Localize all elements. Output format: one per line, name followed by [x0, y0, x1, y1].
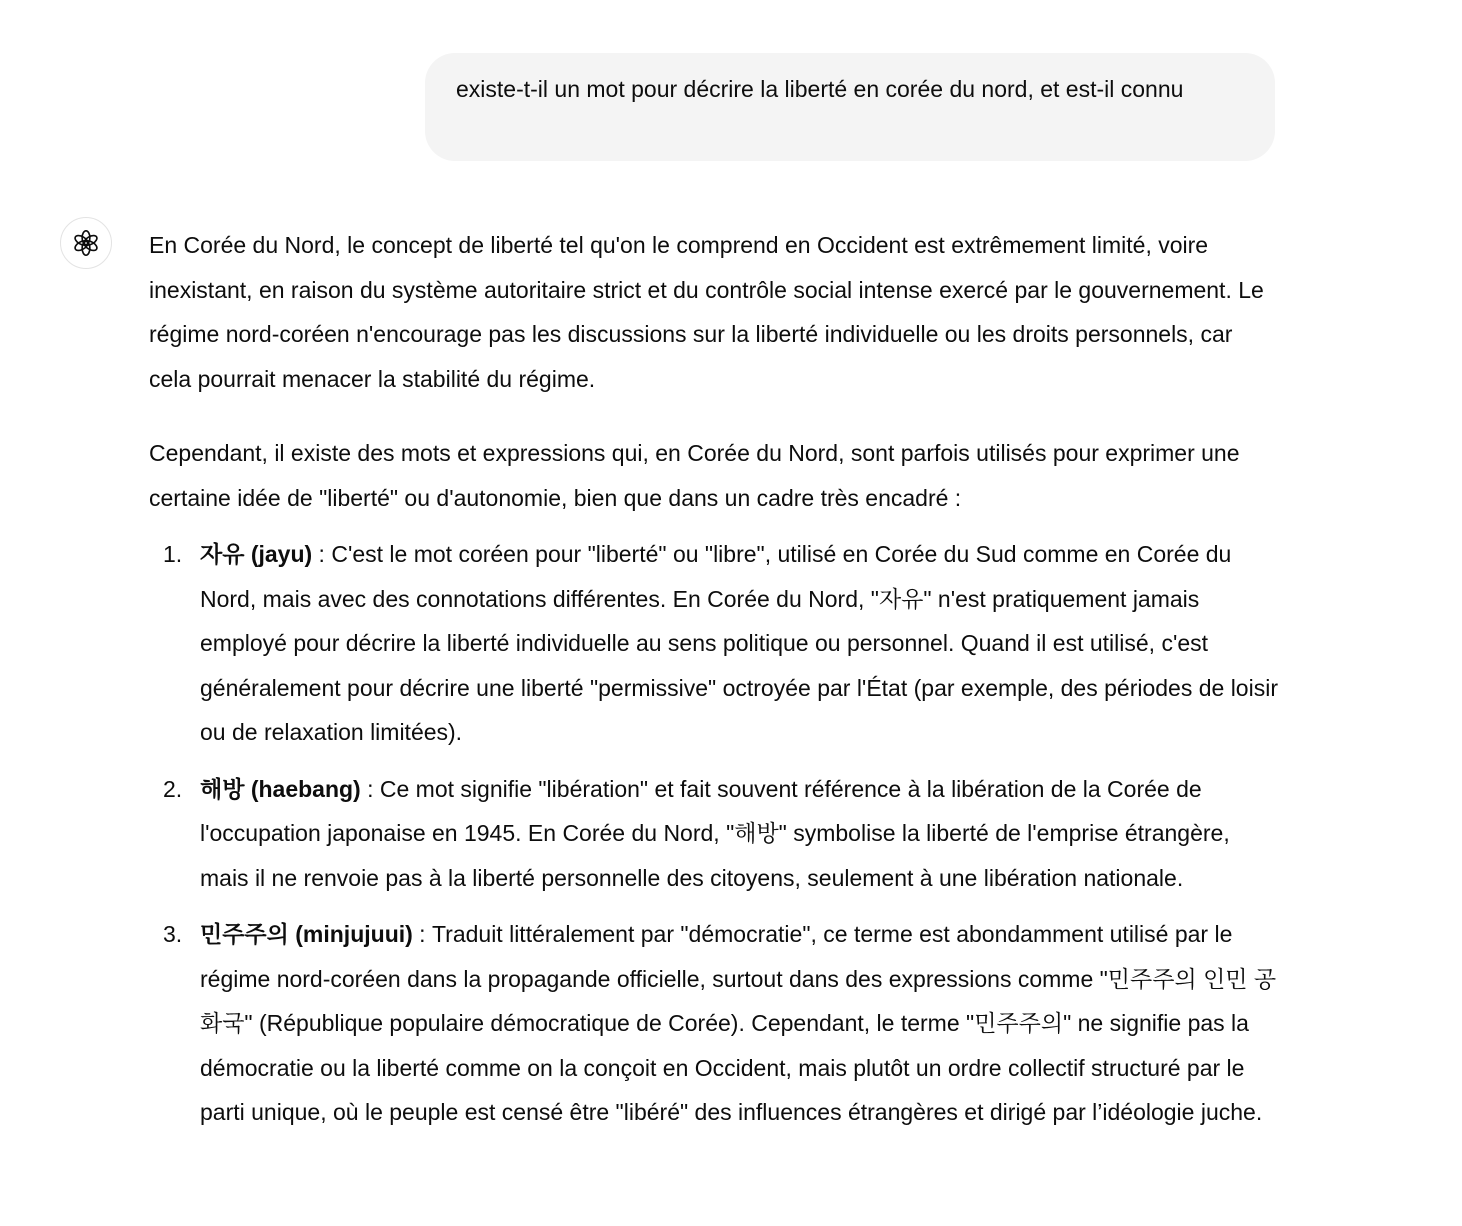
list-item-term: 자유 (jayu) — [200, 541, 313, 567]
assistant-avatar — [60, 217, 112, 269]
list-item — [149, 767, 1279, 901]
openai-logo-icon — [71, 228, 101, 258]
user-message-text: existe-t-il un mot pour décrire la liberté en corée du nord, et est-il connu — [456, 76, 1184, 102]
list-item-text: : Ce mot signifie "libération" et fait souvent référence à la libération de la Corée de l'occupation japonaise en 1945. En Corée du Nord, "해방" symbolise la liberté de l'emprise étrangère, mais il ne renvoie pas à la liberté personnelle des citoyens, seulement à une libération nationale. — [200, 775, 1230, 891]
list-item-term: 민주주의 (minjujuui) — [200, 921, 413, 947]
list-item-text: : C'est le mot coréen pour "liberté" ou "libre", utilisé en Corée du Sud comme en Corée du Nord, mais avec des connotations différentes. En Corée du Nord, "자유" n'est pratiquement jamais employé pour décrire la liberté individuelle au sens politique ou personnel. Quand il est utilisé, c'est généralement pour décrire une liberté "permissive" octroyée par l'État (par exemple, des périodes de loisir ou de relaxation limitées). — [200, 541, 1278, 745]
list-item-number: 2. — [163, 775, 183, 802]
user-message-bubble — [425, 53, 1275, 161]
list-item-term: 해방 (haebang) — [200, 775, 361, 802]
assistant-message — [149, 223, 1279, 1147]
answer-list — [149, 532, 1279, 1135]
list-item-number: 3. — [163, 921, 183, 947]
assistant-paragraph: En Corée du Nord, le concept de liberté tel qu'on le comprend en Occident est extrêmement limité, voire inexistant, en raison du système autoritaire strict et du contrôle social intense exercé par le gouvernement. Le régime nord-coréen n'encourage pas les discussions sur la liberté individuelle ou les droits personnels, car cela pourrait menacer la stabilité du régime. — [149, 232, 1264, 392]
list-item-text: : Traduit littéralement par "démocratie", ce terme est abondamment utilisé par le régime nord-coréen dans la propagande officielle, surtout dans des expressions comme "민주주의 인민 공화국" (République populaire démocratique de Corée). Cependant, le terme "민주주의" ne signifie pas la démocratie ou la liberté comme on la conçoit en Occident, mais plutôt un ordre collectif structuré par le parti unique, où le peuple est censé être "libéré" des influences étrangères et dirigé par l’idéologie juche. — [200, 921, 1277, 1125]
list-item — [149, 532, 1279, 755]
assistant-paragraph: Cependant, il existe des mots et expressions qui, en Corée du Nord, sont parfois utilisés pour exprimer une certaine idée de "liberté" ou d'autonomie, bien que dans un cadre très encadré : — [149, 440, 1240, 511]
list-item-number: 1. — [163, 541, 183, 567]
list-item — [149, 912, 1279, 1135]
